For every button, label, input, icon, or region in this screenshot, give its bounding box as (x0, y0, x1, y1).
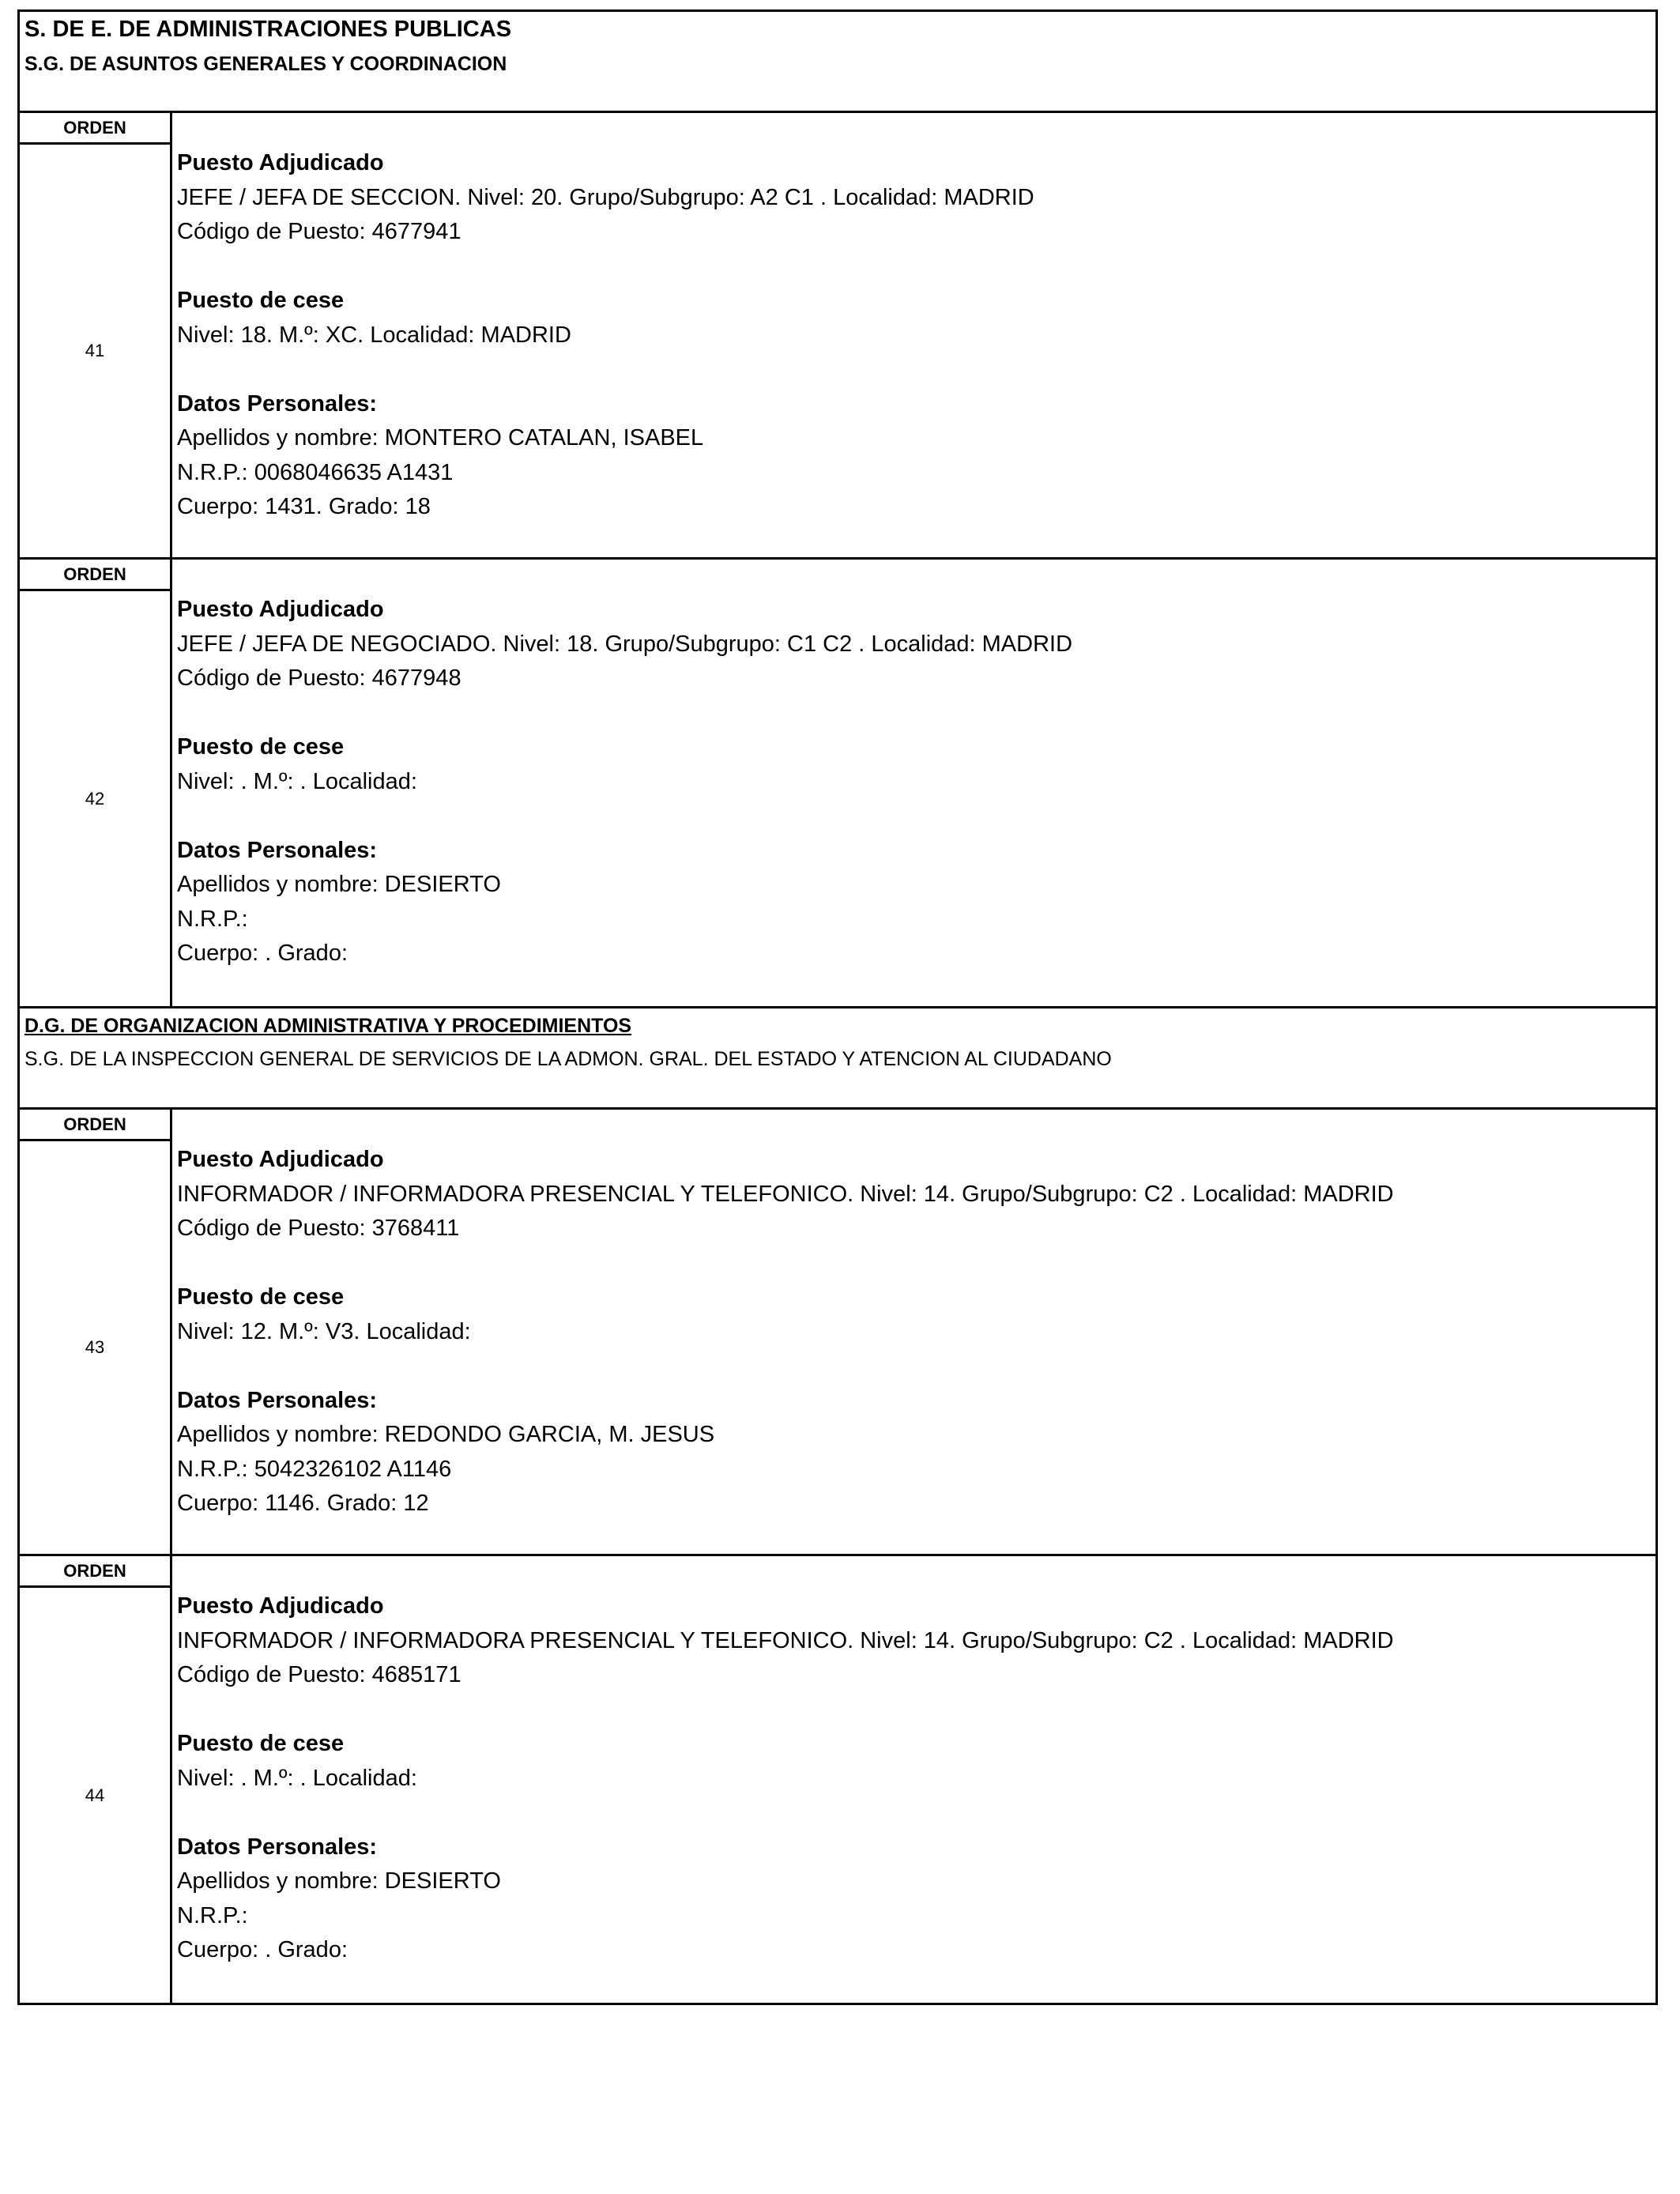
puesto-adjudicado-label: Puesto Adjudicado (177, 597, 384, 622)
orden-label: ORDEN (20, 1110, 170, 1141)
orden-number: 43 (85, 1337, 105, 1357)
orden-number: 41 (85, 341, 105, 360)
puesto-cese-text: Nivel: . M.º: . Localidad: (177, 768, 417, 794)
orden-label: ORDEN (20, 1556, 170, 1588)
cuerpo-grado: Cuerpo: 1146. Grado: 12 (177, 1491, 429, 1516)
codigo-puesto: Código de Puesto: 3768411 (177, 1216, 460, 1241)
cuerpo-grado: Cuerpo: 1431. Grado: 18 (177, 494, 431, 519)
nrp: N.R.P.: (177, 906, 248, 932)
codigo-puesto: Código de Puesto: 4677948 (177, 665, 461, 691)
nrp: N.R.P.: (177, 1902, 248, 1928)
cuerpo-grado: Cuerpo: . Grado: (177, 1937, 348, 1962)
entry-details (172, 113, 1656, 557)
datos-personales-label: Datos Personales: (177, 390, 378, 417)
section-block (17, 9, 1658, 1006)
puesto-cese-label: Puesto de cese (177, 288, 345, 313)
nrp: N.R.P.: 5042326102 A1146 (177, 1456, 452, 1482)
entry-details (172, 1110, 1656, 1554)
section-subtitle: S.G. DE LA INSPECCION GENERAL DE SERVICIOS DE LA ADMON. GRAL. DEL ESTADO Y ATENCION AL CIUDADANO (24, 1048, 1112, 1070)
document-page (17, 9, 1658, 2005)
entry-row (20, 1110, 1656, 1556)
orden-column (20, 1556, 172, 2003)
codigo-puesto: Código de Puesto: 4685171 (177, 1662, 461, 1687)
orden-label: ORDEN (20, 113, 170, 145)
orden-number: 44 (85, 1785, 105, 1805)
puesto-adjudicado-text: JEFE / JEFA DE SECCION. Nivel: 20. Grupo/Subgrupo: A2 C1 . Localidad: MADRID (177, 184, 1034, 210)
datos-personales-label: Datos Personales: (177, 1387, 378, 1413)
puesto-adjudicado-label: Puesto Adjudicado (177, 1593, 384, 1619)
section-title: S. DE E. DE ADMINISTRACIONES PUBLICAS (24, 17, 512, 42)
section-title: D.G. DE ORGANIZACION ADMINISTRATIVA Y PROCEDIMIENTOS (24, 1015, 632, 1037)
entry-row (20, 1556, 1656, 2003)
entry-row (20, 113, 1656, 560)
puesto-cese-text: Nivel: 18. M.º: XC. Localidad: MADRID (177, 322, 571, 348)
section-subtitle: S.G. DE ASUNTOS GENERALES Y COORDINACION (24, 53, 507, 75)
apellidos-nombre: Apellidos y nombre: REDONDO GARCIA, M. JESUS (177, 1422, 715, 1447)
datos-personales-label: Datos Personales: (177, 1834, 378, 1860)
puesto-cese-label: Puesto de cese (177, 734, 345, 760)
puesto-adjudicado-label: Puesto Adjudicado (177, 150, 384, 175)
apellidos-nombre: Apellidos y nombre: DESIERTO (177, 872, 501, 897)
puesto-cese-text: Nivel: 12. M.º: V3. Localidad: (177, 1318, 471, 1344)
puesto-adjudicado-label: Puesto Adjudicado (177, 1147, 384, 1172)
cuerpo-grado: Cuerpo: . Grado: (177, 941, 348, 966)
puesto-cese-label: Puesto de cese (177, 1284, 345, 1310)
codigo-puesto: Código de Puesto: 4677941 (177, 219, 461, 244)
section-block (17, 1006, 1658, 2005)
puesto-adjudicado-text: INFORMADOR / INFORMADORA PRESENCIAL Y TELEFONICO. Nivel: 14. Grupo/Subgrupo: C2 . Localidad: MADRID (177, 1181, 1394, 1207)
puesto-cese-label: Puesto de cese (177, 1731, 345, 1756)
nrp: N.R.P.: 0068046635 A1431 (177, 459, 454, 485)
apellidos-nombre: Apellidos y nombre: DESIERTO (177, 1868, 501, 1894)
orden-label: ORDEN (20, 560, 170, 591)
orden-column (20, 1110, 172, 1554)
puesto-adjudicado-text: JEFE / JEFA DE NEGOCIADO. Nivel: 18. Grupo/Subgrupo: C1 C2 . Localidad: MADRID (177, 631, 1073, 657)
entry-details (172, 560, 1656, 1006)
puesto-cese-text: Nivel: . M.º: . Localidad: (177, 1765, 417, 1791)
orden-column (20, 113, 172, 557)
entry-details (172, 1556, 1656, 2003)
entry-row (20, 560, 1656, 1006)
orden-number: 42 (85, 788, 105, 809)
apellidos-nombre: Apellidos y nombre: MONTERO CATALAN, ISABEL (177, 425, 704, 450)
section-header (20, 1008, 1656, 1110)
section-header (20, 12, 1656, 113)
puesto-adjudicado-text: INFORMADOR / INFORMADORA PRESENCIAL Y TELEFONICO. Nivel: 14. Grupo/Subgrupo: C2 . Localidad: MADRID (177, 1627, 1394, 1653)
datos-personales-label: Datos Personales: (177, 837, 378, 863)
orden-column (20, 560, 172, 1006)
